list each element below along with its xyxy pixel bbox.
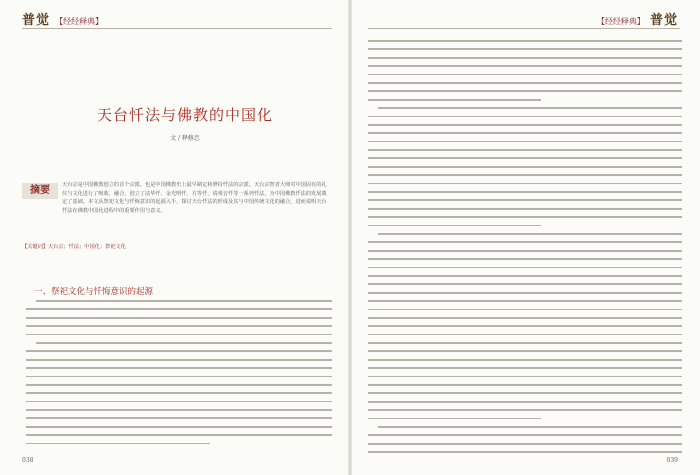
page-number-right: 039 (666, 457, 678, 464)
article-title: 天台忏法与佛教的中国化 (96, 106, 273, 124)
right-header (597, 9, 678, 27)
header-rule (22, 28, 332, 29)
abstract-text: 天台宗是中国佛教创立的首个宗派。也是中国佛教史上最早制定和修持忏法的宗派。天台宗智者大师对中国固有的礼仪与文化进行了吸收、融合，创立了法华忏、金光明忏、方等忏、请观音忏等一系列忏法，为中国佛教忏法的发展奠定了基础。本文从祭祀文化与忏悔意识的起源入手，探讨天台忏法的形成及其与中国传统文化的融合，进而说明天台忏法在佛教中国化进程中的重要作用与意义。 (62, 182, 327, 214)
section-label: 【经经释典】 (596, 17, 645, 26)
logo: 普觉 (22, 13, 51, 28)
header-rule (368, 28, 680, 29)
left-body-text (26, 300, 332, 451)
article-author: 文 / 释修忠 (170, 135, 200, 142)
abstract-label: 摘要 (22, 183, 58, 199)
right-body-text (368, 40, 682, 460)
page-number-left: 038 (22, 457, 34, 464)
keywords: 【关键词】天台宗；忏法；中国化；祭祀文化 (22, 244, 126, 250)
section-heading: 一、祭祀文化与忏悔意识的起源 (34, 287, 154, 297)
left-header (22, 9, 103, 27)
section-label: 【经经释典】 (55, 17, 104, 26)
right-page (350, 0, 700, 475)
logo: 普觉 (649, 13, 678, 28)
